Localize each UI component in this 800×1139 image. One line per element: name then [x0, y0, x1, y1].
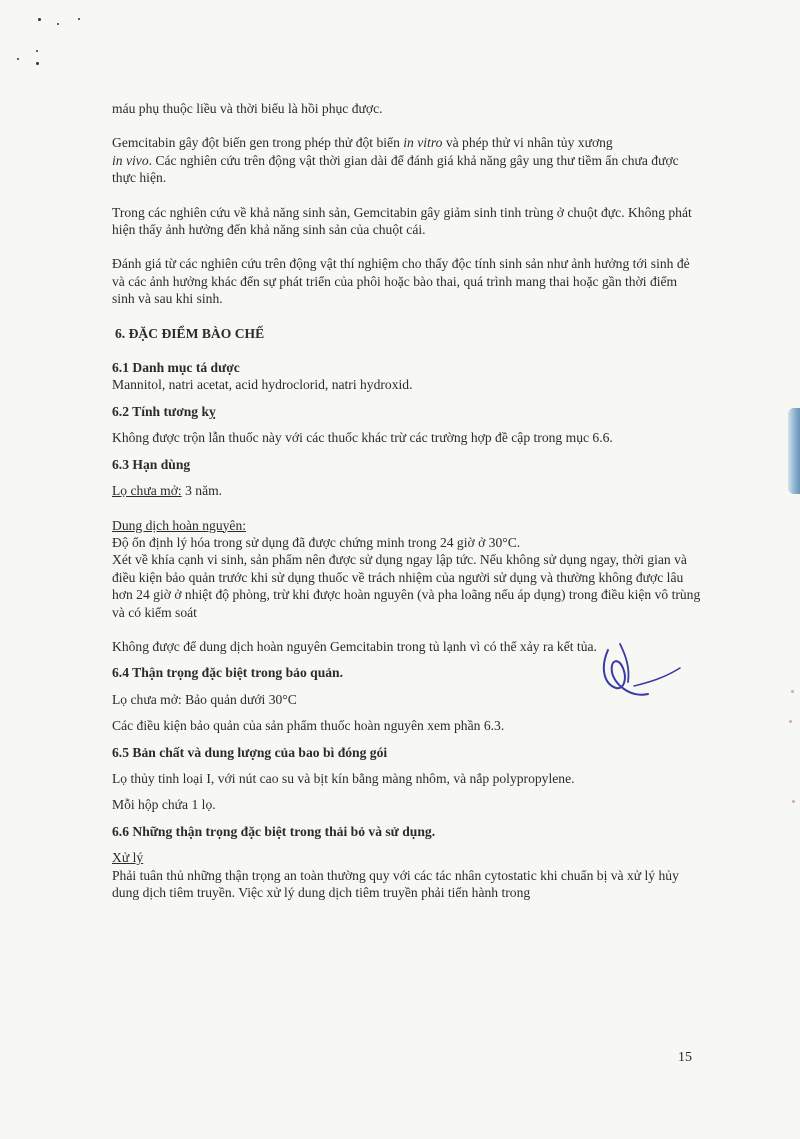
unopened-label: Lọ chưa mở: [112, 483, 182, 499]
reconstituted-stability: Độ ổn định lý hóa trong sử dụng đã được chứng minh trong 24 giờ ở 30°C. [112, 534, 521, 550]
reconstituted-label: Dung dịch hoàn nguyên: [112, 517, 247, 533]
section-6-1-text: Mannitol, natri acetat, acid hydroclorid, natri hydroxid. [112, 377, 413, 393]
page-number: 15 [678, 1050, 692, 1065]
section-6-2-text: Không được trộn lẫn thuốc này với các thuốc khác trừ các trường hợp đề cập trong mục 6.6. [112, 430, 613, 446]
paragraph-continuation: máu phụ thuộc liều và thời biểu là hồi phục được. [112, 101, 383, 116]
stamp-edge-mark [788, 408, 800, 494]
section-6-2-heading: 6.2 Tính tương kỵ [112, 403, 216, 419]
section-6-5-heading: 6.5 Bản chất và dung lượng của bao bì đóng gói [112, 744, 388, 760]
handling-text: Phải tuân thủ những thận trọng an toàn thường quy với các tác nhân cytostatic khi chuẩn bị và xử lý hủy dung dịch tiêm truyền. Việc xử lý dung dịch tiêm truyền phải tiến hành trong [112, 867, 679, 900]
unopened-shelf-life [112, 482, 702, 499]
scan-speck [78, 18, 80, 20]
paragraph-fertility: Trong các nghiên cứu về khả năng sinh sản, Gemcitabin gây giảm sinh tinh trùng ở chuột đực. Không phát hiện thấy ảnh hưởng đến khả năng sinh sản của chuột cái. [112, 204, 692, 238]
section-6-3-heading: 6.3 Hạn dùng [112, 456, 191, 472]
scan-speck [57, 23, 59, 25]
paragraph-genotoxicity [112, 134, 702, 186]
scan-speck [36, 62, 39, 65]
refrigeration-warning: Không được để dung dịch hoàn nguyên Gemcitabin trong tủ lạnh vì có thể xảy ra kết tủa. [112, 638, 597, 654]
section-6-4-text-1: Lọ chưa mở: Bảo quản dưới 30°C [112, 691, 297, 707]
section-6-5-text-1: Lọ thủy tinh loại I, với nút cao su và bịt kín bằng màng nhôm, và nắp polypropylene. [112, 770, 575, 786]
section-6-heading: 6. ĐẶC ĐIỂM BÀO CHẾ [115, 325, 265, 341]
scan-speck [38, 18, 41, 21]
document-body [112, 100, 702, 901]
handling-subheading: Xử lý [112, 850, 144, 866]
section-6-1-heading: 6.1 Danh mục tá dược [112, 360, 240, 376]
scan-speck [791, 690, 794, 693]
scan-speck [36, 50, 38, 52]
scan-speck [792, 800, 795, 803]
section-6-4-text-2: Các điều kiện bảo quản của sản phẩm thuốc hoàn nguyên xem phần 6.3. [112, 718, 505, 734]
section-6-6-heading: 6.6 Những thận trọng đặc biệt trong thải bỏ và sử dụng. [112, 823, 436, 839]
unopened-value: 3 năm. [181, 483, 223, 499]
paragraph-reproductive-toxicity: Đánh giá từ các nghiên cứu trên động vật thí nghiệm cho thấy độc tính sinh sản như ảnh hưởng tới sinh đẻ và các ảnh hưởng khác đến sự phát triển của phôi hoặc bào thai, quá trình mang thai hoặc gần thời điểm sinh và sau khi sinh. [112, 256, 690, 307]
in-vivo-term: in vivo [112, 152, 149, 168]
genotoxicity-text-a: Gemcitabin gây đột biến gen trong phép thử đột biến [112, 135, 404, 151]
reconstituted-microbiology: Xét về khía cạnh vi sinh, sản phẩm nên được sử dụng ngay lập tức. Nếu không sử dụng ngay, thời gian và điều kiện bảo quản trước khi sử dụng thuốc về trách nhiệm của người sử dụng và thường không được lâu hơn 24 giờ ở nhiệt độ phòng, trừ khi được hoàn nguyên (và pha loãng nếu áp dụng) trong điều kiện vô trùng và có kiểm soát [112, 552, 701, 620]
in-vitro-term: in vitro [403, 135, 443, 151]
section-6-5-text-2: Mỗi hộp chứa 1 lọ. [112, 797, 216, 813]
scan-speck [17, 58, 19, 60]
section-6-4-heading: 6.4 Thận trọng đặc biệt trong bảo quản. [112, 665, 344, 681]
genotoxicity-text-b: và phép thử vi nhân tủy xương [442, 135, 613, 151]
scan-speck [789, 720, 792, 723]
genotoxicity-text-c: . Các nghiên cứu trên động vật thời gian dài để đánh giá khả năng gây ung thư tiềm ẩn chưa được thực hiện. [112, 152, 679, 186]
